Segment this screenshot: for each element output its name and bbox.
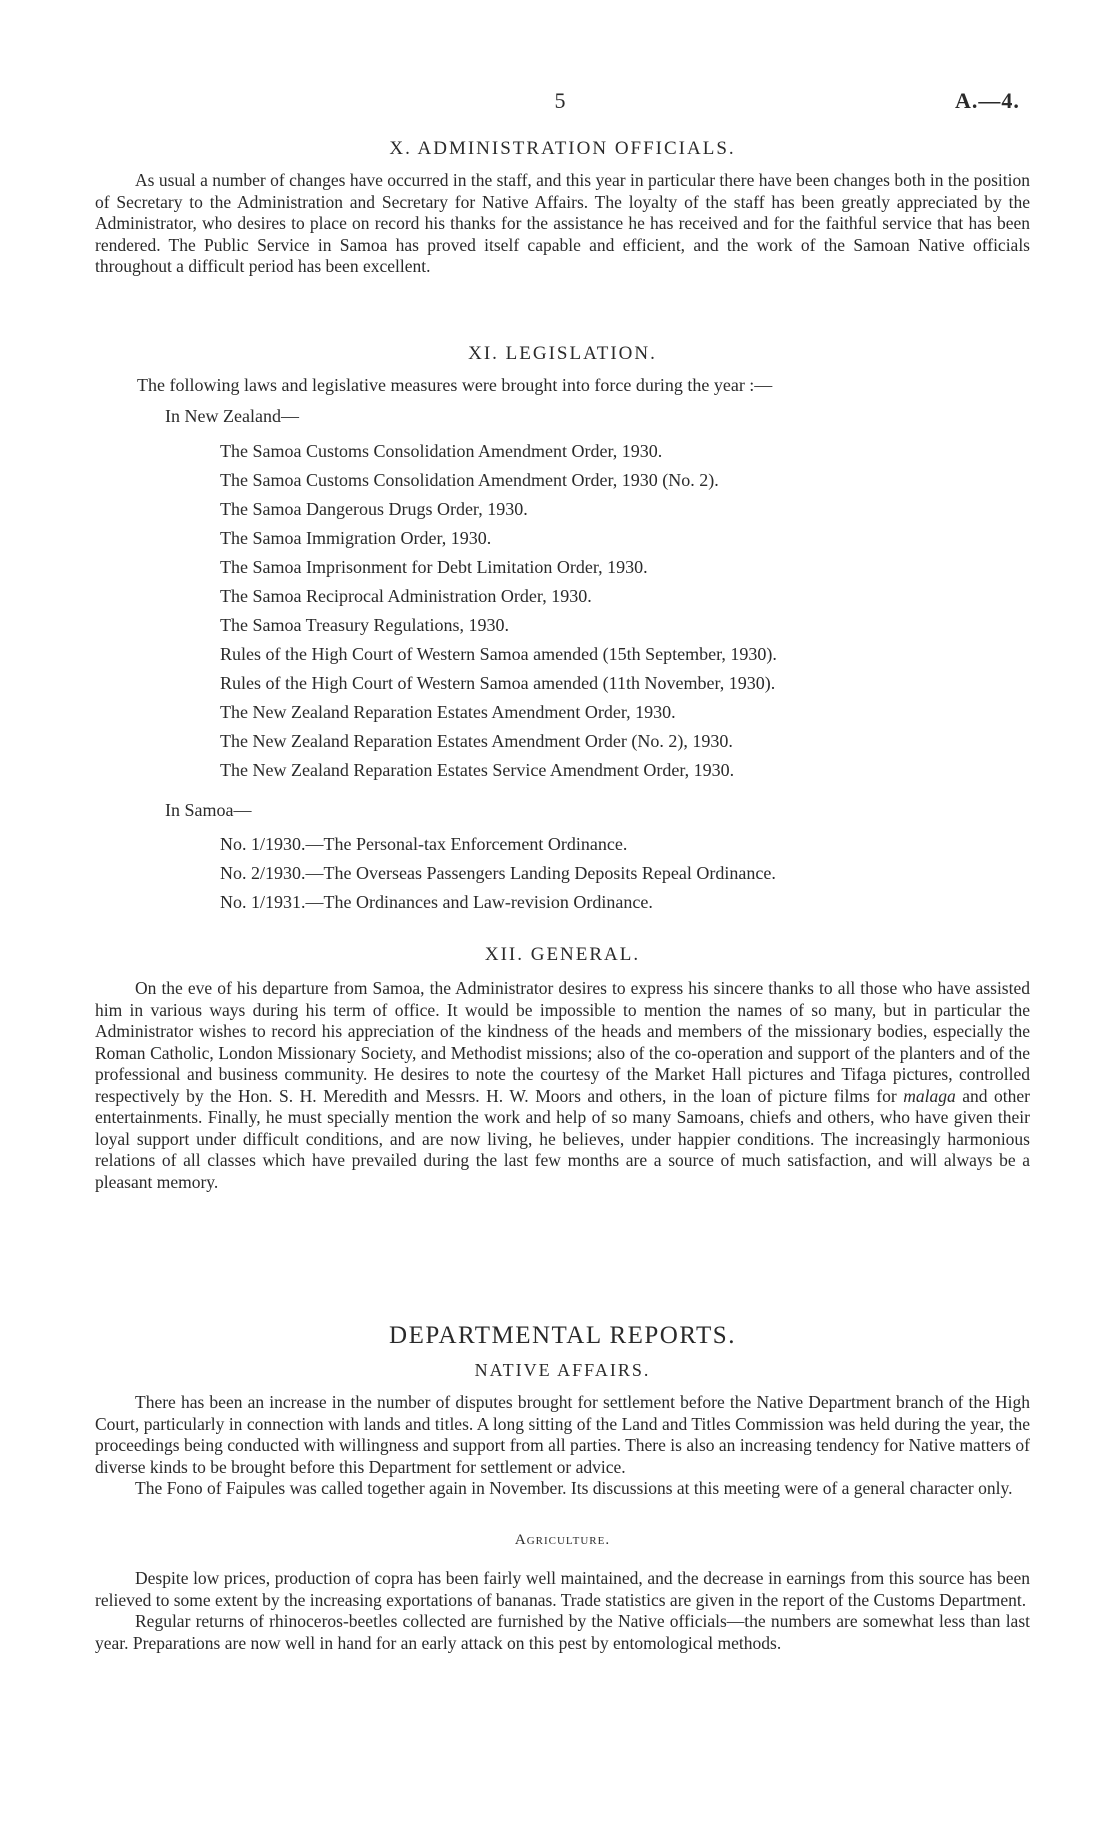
list-item: No. 1/1930.—The Personal-tax Enforcement Ordinance. xyxy=(220,834,628,854)
nz-legislation-list xyxy=(220,437,777,785)
general-section xyxy=(95,978,1030,1193)
list-item: The New Zealand Reparation Estates Amendment Order, 1930. xyxy=(220,702,676,722)
native-affairs-title: NATIVE AFFAIRS. xyxy=(474,1360,651,1380)
list-item: The Samoa Customs Consolidation Amendment Order, 1930 (No. 2). xyxy=(220,470,719,490)
agriculture-paragraph-1: Despite low prices, production of copra has been fairly well maintained, and the decrease in earnings from this source has been relieved to some extent by the increasing exportations of bananas. Trade statistics are given in the report of the Customs Department. xyxy=(95,1568,1030,1610)
list-item: Rules of the High Court of Western Samoa amended (11th November, 1930). xyxy=(220,673,776,693)
administration-section xyxy=(95,170,1030,278)
section-title-administration: X. ADMINISTRATION OFFICIALS. xyxy=(389,138,736,159)
native-affairs-section xyxy=(95,1392,1030,1500)
list-item: Rules of the High Court of Western Samoa amended (15th September, 1930). xyxy=(220,644,777,664)
list-item: The Samoa Dangerous Drugs Order, 1930. xyxy=(220,499,528,519)
native-affairs-paragraph-2: The Fono of Faipules was called together again in November. Its discussions at this meeting were of a general character only. xyxy=(135,1478,1013,1498)
list-item: The Samoa Immigration Order, 1930. xyxy=(220,528,492,548)
general-text-italic: malaga xyxy=(903,1085,956,1106)
nz-heading: In New Zealand— xyxy=(165,406,299,426)
list-item: The Samoa Customs Consolidation Amendment Order, 1930. xyxy=(220,441,663,461)
list-item: The New Zealand Reparation Estates Amendment Order (No. 2), 1930. xyxy=(220,731,733,751)
list-item: The Samoa Reciprocal Administration Order, 1930. xyxy=(220,586,592,606)
list-item: The Samoa Treasury Regulations, 1930. xyxy=(220,615,509,635)
document-code: A.—4. xyxy=(955,88,1020,113)
administration-paragraph: As usual a number of changes have occurred in the staff, and this year in particular there have been changes both in the position of Secretary to the Administration and Secretary for Native Affairs. The loyalty of the staff has been greatly appreciated by the Administrator, who desires to place on record his thanks for the assistance he has received and for the faithful service that has been rendered. The Public Service in Samoa has proved itself capable and efficient, and the work of the Samoan Native officials throughout a difficult period has been excellent. xyxy=(95,170,1030,276)
samoa-heading: In Samoa— xyxy=(165,800,252,820)
list-item: No. 1/1931.—The Ordinances and Law-revision Ordinance. xyxy=(220,892,653,912)
section-title-legislation: XI. LEGISLATION. xyxy=(468,343,657,364)
list-item: The Samoa Imprisonment for Debt Limitation Order, 1930. xyxy=(220,557,648,577)
agriculture-section xyxy=(95,1568,1030,1654)
list-item: No. 2/1930.—The Overseas Passengers Landing Deposits Repeal Ordinance. xyxy=(220,863,776,883)
general-text-part-2: and other entertainments. Finally, he must specially mention the work and help of so many Samoans, chiefs and others, who have given their loyal support under difficult conditions, and are now living, he believes, under happier conditions. The increasingly harmonious relations of all classes which have prevailed during the last few months are a source of much satisfaction, and will always be a pleasant memory. xyxy=(95,1085,1030,1192)
departmental-reports-title: DEPARTMENTAL REPORTS. xyxy=(389,1322,736,1349)
agriculture-title: Agriculture. xyxy=(514,1532,611,1548)
legislation-intro: The following laws and legislative measures were brought into force during the year :— xyxy=(137,375,773,395)
agriculture-paragraph-2: Regular returns of rhinoceros-beetles collected are furnished by the Native officials—the numbers are somewhat less than last year. Preparations are now well in hand for an early attack on this pest by entomological methods. xyxy=(95,1611,1030,1653)
samoa-legislation-list xyxy=(220,830,776,917)
native-affairs-paragraph-1: There has been an increase in the number of disputes brought for settlement before the Native Department branch of the High Court, particularly in connection with lands and titles. A long sitting of the Land and Titles Commission was held during the year, the proceedings being conducted with willingness and support from all parties. There is also an increasing tendency for Native matters of diverse kinds to be brought before this Department for settlement or advice. xyxy=(95,1392,1030,1477)
list-item: The New Zealand Reparation Estates Service Amendment Order, 1930. xyxy=(220,760,735,780)
section-title-general: XII. GENERAL. xyxy=(484,944,641,965)
general-paragraph xyxy=(95,978,1030,1193)
page-number: 5 xyxy=(554,88,566,113)
general-text-part-1: On the eve of his departure from Samoa, the Administrator desires to express his sincere thanks to all those who have assisted him in various ways during his term of office. It would be impossible to mention the names of so many, but in particular the Administrator wishes to record his appreciation of the kindness of the heads and members of the missionary bodies, especially the Roman Catholic, London Missionary Society, and Methodist missions; also of the co-operation and support of the planters and of the professional and business community. He desires to note the courtesy of the Market Hall pictures and Tifaga pictures, controlled respectively by the Hon. S. H. Meredith and Messrs. H. W. Moors and others, in the loan of picture films for xyxy=(95,978,1030,1106)
